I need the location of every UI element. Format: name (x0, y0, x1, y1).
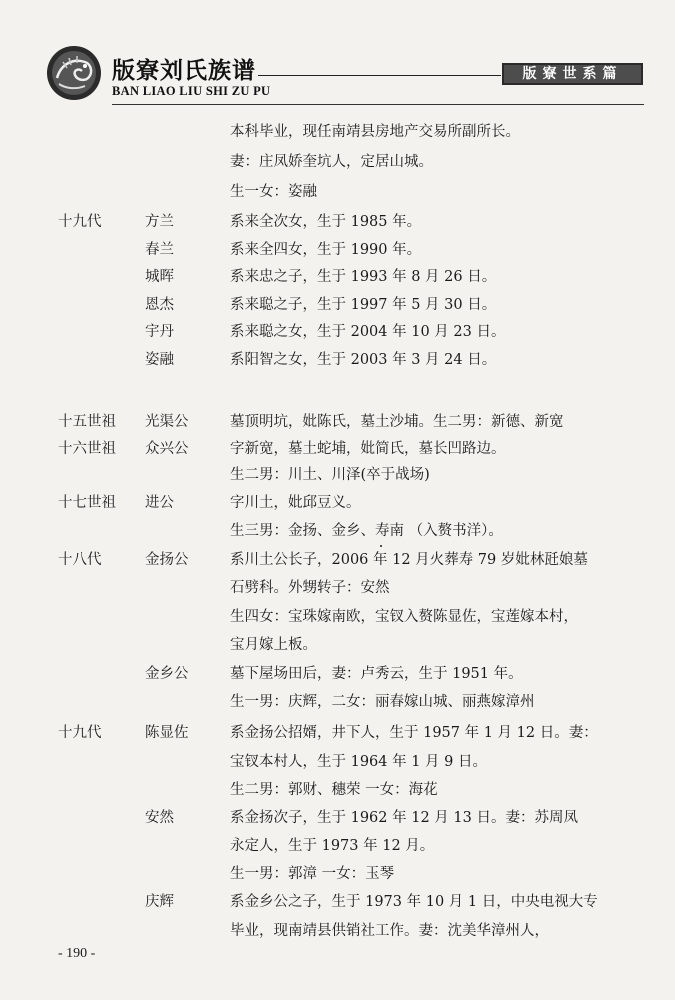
genealogy-entry (0, 180, 675, 208)
genealogy-entry (0, 463, 675, 491)
entry-text: 毕业，现南靖县供销社工作。妻：沈美华漳州人， (230, 923, 549, 939)
person-name: 众兴公 (145, 441, 189, 457)
person-name: 金扬公 (145, 552, 189, 568)
genealogy-entry (0, 120, 675, 148)
dragon-emblem-icon (45, 44, 103, 102)
genealogy-entry (0, 265, 675, 293)
person-name: 城晖 (145, 269, 174, 285)
genealogy-entry (0, 862, 675, 890)
entry-text: 系金扬次子，生于 1962 年 12 月 13 日。妻：苏周凤 (230, 810, 578, 826)
genealogy-entry (0, 238, 675, 266)
generation-label: 十九代 (58, 725, 102, 741)
page-header (0, 0, 675, 110)
generation-label: 十七世祖 (58, 495, 116, 511)
entry-text: 宝钗本村人，生于 1964 年 1 月 9 日。 (230, 754, 488, 770)
generation-label: 十八代 (58, 552, 102, 568)
entry-text: 字新宽，墓土蛇埔，妣简氏，墓长凹路边。 (230, 441, 506, 457)
genealogy-entry (0, 890, 675, 918)
generation-label: 十五世祖 (58, 414, 116, 430)
page-number: - 190 - (58, 946, 96, 961)
entry-text: 墓顶明坑，妣陈氏，墓土沙埔。生二男：新德、新宽 (230, 414, 564, 430)
genealogy-entry (0, 348, 675, 376)
book-title: 版寮刘氏族谱 (112, 57, 256, 84)
entry-text: 生四女：宝珠嫁南欧，宝钗入赘陈显佐，宝莲嫁本村， (230, 609, 578, 625)
genealogy-entry (0, 919, 675, 947)
entry-text: 永定人，生于 1973 年 12 月。 (230, 838, 435, 854)
genealogy-entry (0, 778, 675, 806)
genealogy-entry (0, 662, 675, 690)
genealogy-entry (0, 548, 675, 576)
genealogy-entry (0, 519, 675, 547)
generation-label: 十九代 (58, 214, 102, 230)
entry-text: 系金扬公招婿，井下人，生于 1957 年 1 月 12 日。妻： (230, 725, 598, 741)
genealogy-entry (0, 633, 675, 661)
person-name: 方兰 (145, 214, 174, 230)
genealogy-entry (0, 750, 675, 778)
person-name: 安然 (145, 810, 174, 826)
entry-text: 妻：庄凤娇奎坑人，定居山城。 (230, 154, 433, 170)
entry-text: 生一女：姿融 (230, 184, 317, 200)
genealogy-entry (0, 437, 675, 465)
entry-text: 系来忠之子，生于 1993 年 8 月 26 日。 (230, 269, 497, 285)
entry-text: 生二男：郭财、穗荣 一女：海花 (230, 782, 438, 798)
section-label: 版寮世系篇 (502, 63, 643, 85)
entry-text: 字川土，妣邱豆义。 (230, 495, 361, 511)
entry-text: 系金乡公之子，生于 1973 年 10 月 1 日，中央电视大专 (230, 894, 598, 910)
genealogy-entry (0, 721, 675, 749)
header-rule (258, 75, 501, 76)
entry-text: 生二男：川土、川泽(卒于战场) (230, 467, 430, 483)
genealogy-entry (0, 834, 675, 862)
person-name: 姿融 (145, 352, 174, 368)
genealogy-entry (0, 210, 675, 238)
ink-dot (380, 545, 382, 547)
genealogy-entry (0, 150, 675, 178)
genealogy-entry (0, 690, 675, 718)
genealogy-entry (0, 410, 675, 438)
entry-text: 系来全次女，生于 1985 年。 (230, 214, 422, 230)
genealogy-entry (0, 491, 675, 519)
genealogy-entry (0, 320, 675, 348)
entry-text: 宝月嫁上板。 (230, 637, 317, 653)
person-name: 春兰 (145, 242, 174, 258)
generation-label: 十六世祖 (58, 441, 116, 457)
entry-text: 系阳智之女，生于 2003 年 3 月 24 日。 (230, 352, 497, 368)
entry-text: 系来聪之女，生于 2004 年 10 月 23 日。 (230, 324, 506, 340)
person-name: 宇丹 (145, 324, 174, 340)
entry-text: 系来聪之子，生于 1997 年 5 月 30 日。 (230, 297, 497, 313)
person-name: 金乡公 (145, 666, 189, 682)
book-title-pinyin: BAN LIAO LIU SHI ZU PU (112, 84, 271, 98)
header-rule-lower (112, 104, 644, 105)
person-name: 庆辉 (145, 894, 174, 910)
entry-text: 生一男：郭漳 一女：玉琴 (230, 866, 395, 882)
entry-text: 系来全四女，生于 1990 年。 (230, 242, 422, 258)
genealogy-entry (0, 605, 675, 633)
person-name: 光渠公 (145, 414, 189, 430)
person-name: 陈显佐 (145, 725, 189, 741)
genealogy-entry (0, 576, 675, 604)
entry-text: 生一男：庆辉，二女：丽春嫁山城、丽燕嫁漳州 (230, 694, 535, 710)
entry-text: 生三男：金扬、金乡、寿南 （入赘书洋）。 (230, 523, 503, 539)
genealogy-entry (0, 293, 675, 321)
genealogy-entry (0, 806, 675, 834)
entry-text: 石劈科。外甥转子：安然 (230, 580, 390, 596)
entry-text: 墓下屋场田后，妻：卢秀云，生于 1951 年。 (230, 666, 523, 682)
entry-text: 本科毕业，现任南靖县房地产交易所副所长。 (230, 124, 520, 140)
entry-text: 系川土公长子，2006 年 12 月火葬寿 79 岁妣林瓩娘墓 (230, 552, 588, 568)
person-name: 进公 (145, 495, 174, 511)
person-name: 恩杰 (145, 297, 174, 313)
